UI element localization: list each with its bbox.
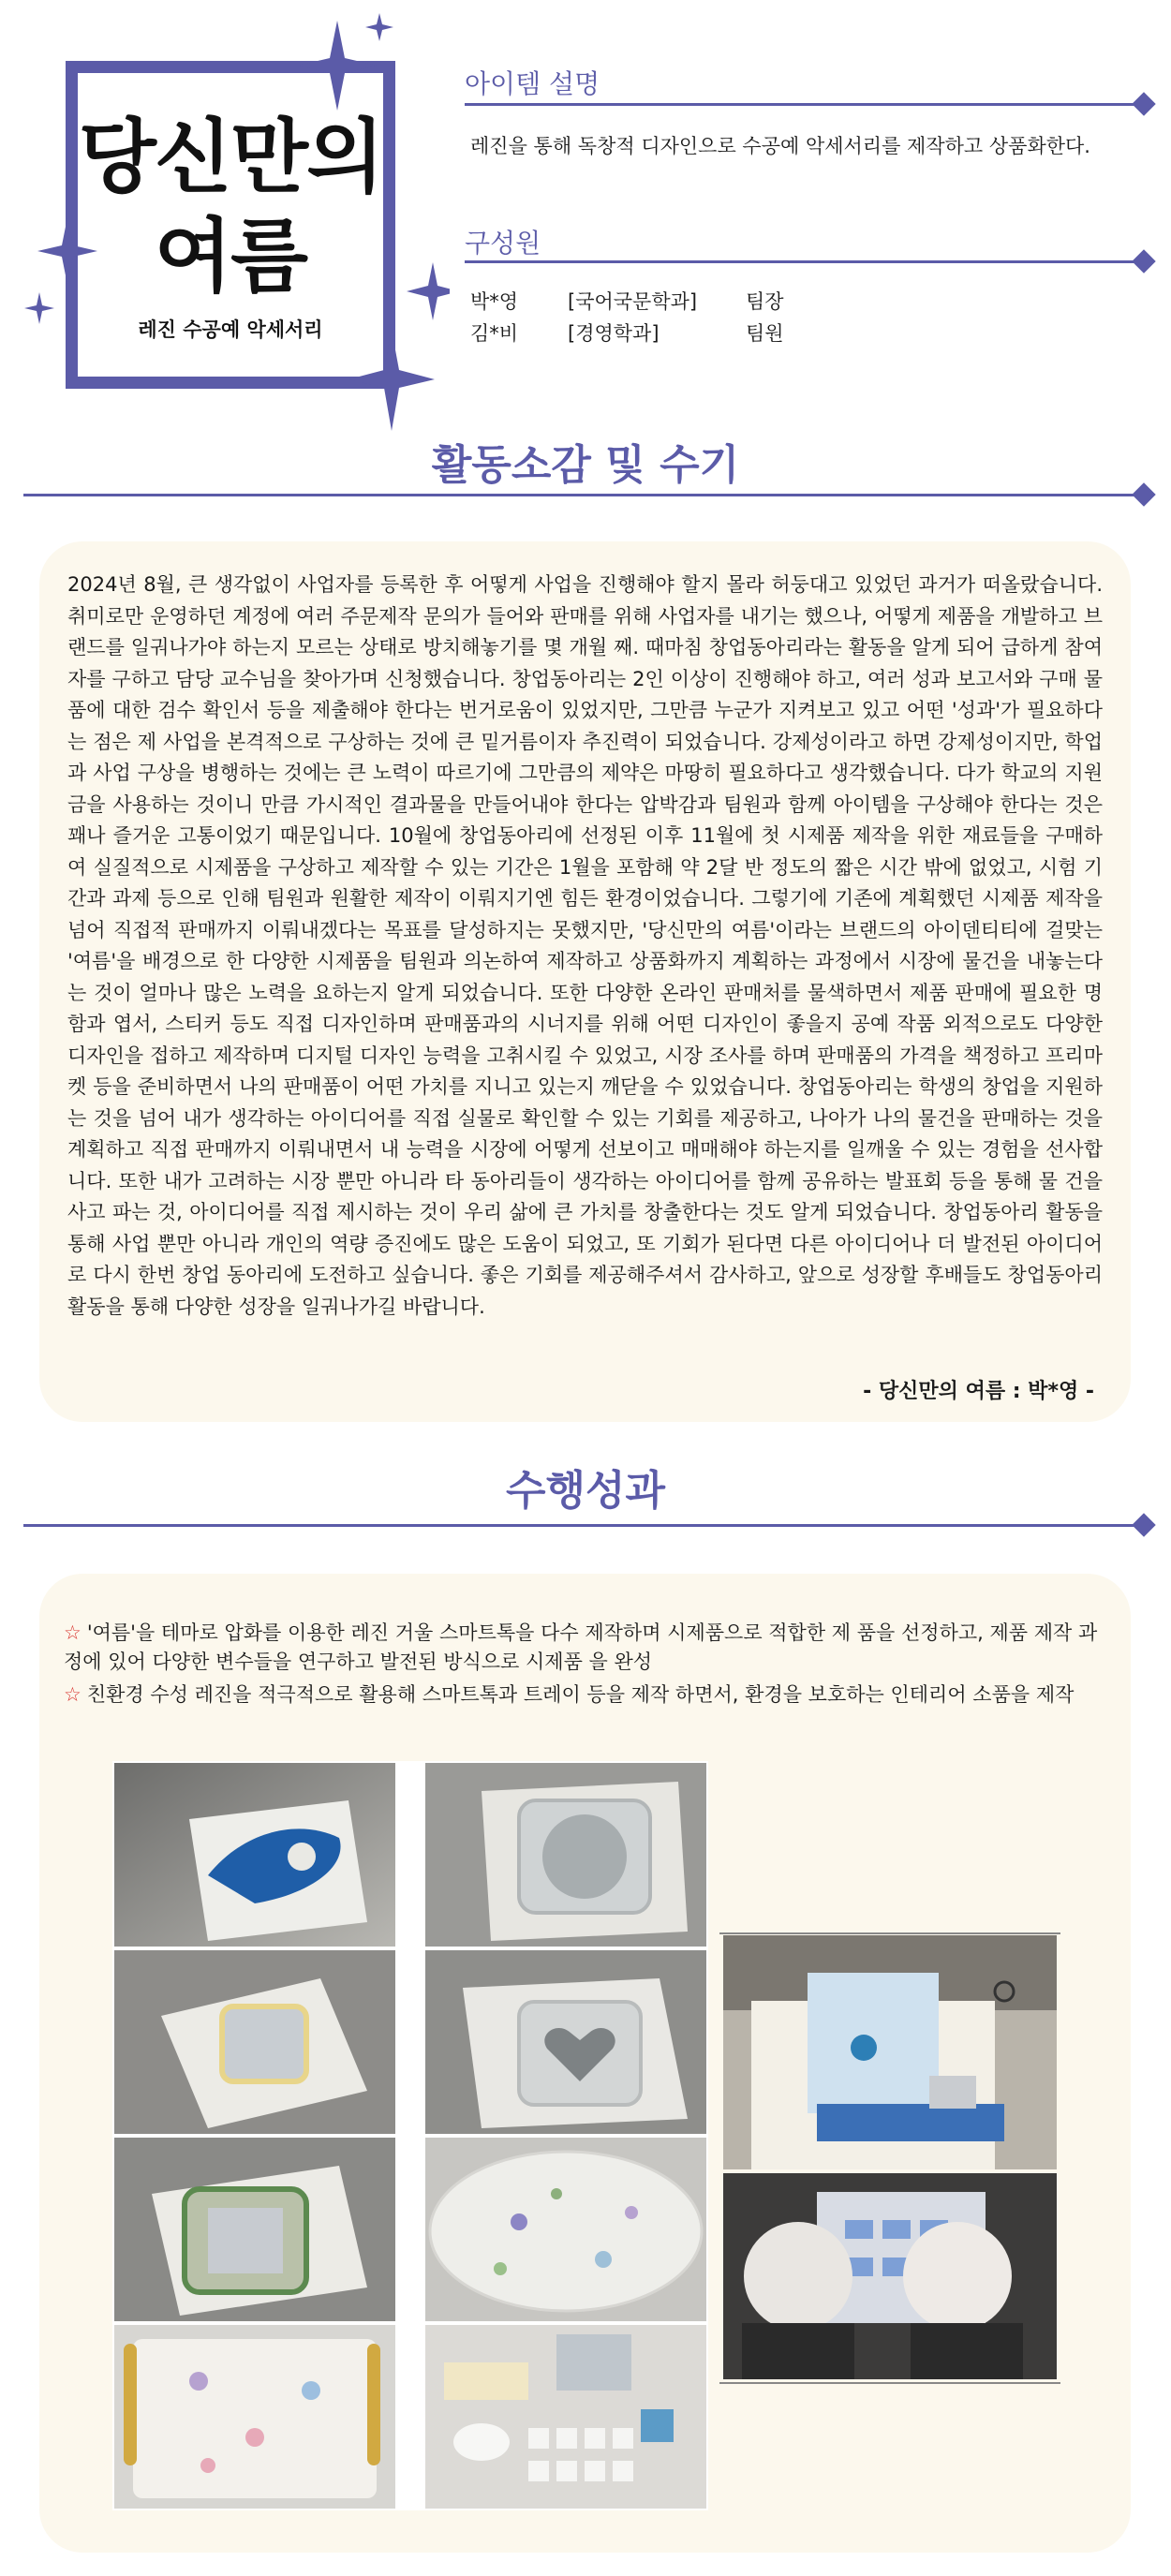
product-photo-flower-mirror xyxy=(114,2138,395,2321)
member-name: 김*비 xyxy=(470,322,519,345)
member-role: 팀원 xyxy=(746,322,784,345)
member-dept: [경영학과] xyxy=(568,322,660,345)
diamond-icon xyxy=(1132,92,1155,115)
brand-subtitle: 레진 수공예 악세서리 xyxy=(138,318,323,341)
brand-title-line1: 당신만의 xyxy=(78,111,383,204)
product-photo-mirror-smarttok xyxy=(114,1950,395,2134)
performance-item xyxy=(64,1619,1104,1677)
performance-section-heading: 수행성과 xyxy=(505,1467,665,1515)
performance-item-text: 친환경 수성 레진을 적극적으로 활용해 스마트톡과 트레이 등을 제작 하면서, 환경을 보호하는 인테리어 소품을 제작 xyxy=(86,1683,1075,1706)
product-photo-flower-tray xyxy=(114,2325,395,2509)
member-dept: [국어국문학과] xyxy=(568,290,698,313)
essay-section-heading: 활동소감 및 수기 xyxy=(431,441,740,489)
photo-frame-line xyxy=(719,1932,1060,1934)
essay-section-divider xyxy=(23,494,1143,496)
essay-body: 2024년 8월, 큰 생각없이 사업자를 등록한 후 어떻게 사업을 진행해야 할지 몰라 허둥대고 있었던 과거가 떠올랐습니다. 취미로만 운영하던 계정에 여러 주문제작 문의가 들어와 판매를 위해 사업자를 내기는 했으나, 어떻게 제품을 개발하고 브랜드를 일궈나가야 하는지 모르는 상태로 방치해놓기를 몇 개월 째. 때마침 창업동아리라는 활동을 알게 되어 급하게 참여자를 구하고 담당 교수님을 찾아가며 신청했습니다. 창업동아리는 2인 이상이 진행해야 하고, 여러 성과 보고서와 구매 물품에 대한 검수 확인서 등을 제출해야 한다는 번거로움이 있었지만, 그만큼 누군가 지켜보고 있고 어떤 '성과'가 필요하다는 점은 제 사업을 본격적으로 구상하는 것에 큰 밑거름이자 추진력이 되었습니다. 강제성이라고 하면 강제성이지만, 학업과 사업 구상을 병행하는 것에는 큰 노력이 따르기에 그만큼의 제약은 마땅히 필요하다고 생각했습니다. 다가 학교의 지원금을 사용하는 것이니 만큼 가시적인 결과물을 만들어내야 한다는 압박감과 팀원과 함께 아이템을 구상해야 한다는 것은 꽤나 즐거운 고통이었기 때문입니다. 10월에 창업동아리에 선정된 이후 11월에 첫 시제품 제작을 위한 재료들을 구매하여 실질적으로 시제품을 구상하고 제작할 수 있는 기간은 1월을 포함해 약 2달 반 정도의 짧은 시간 밖에 없었고, 시험 기간과 과제 등으로 인해 팀원과 원활한 제작이 이뤄지기엔 힘든 환경이었습니다. 그렇기에 기존에 계획했던 시제품 제작을 넘어 직접적 판매까지 이뤄내겠다는 목표를 달성하지는 못했지만, '당신만의 여름'이라는 브랜드의 아이덴티티에 걸맞는 '여름'을 배경으로 한 다양한 시제품을 팀원과 의논하여 제작하고 상품화까지 계획하는 과정에서 시장에 물건을 내놓는다는 것이 얼마나 많은 노력을 요하는지 알게 되었습니다. 또한 다양한 온라인 판매처를 물색하면서 제품 판매에 필요한 명함과 엽서, 스티커 등도 직접 디자인하며 판매품과의 시너지를 위해 어떤 디자인이 좋을지 공예 작품 외적으로도 다양한 디자인을 접하고 제작하며 디지털 디자인 능력을 고취시킬 수 있었고, 시장 조사를 하며 판매품의 가격을 책정하고 프리마켓 등을 준비하면서 나의 판매품이 어떤 가치를 지니고 있는지 깨닫을 수 있었습니다. 창업동아리는 학생의 창업을 지원하는 것을 넘어 내가 생각하는 아이디어를 직접 실물로 확인할 수 있는 기회를 제공하고, 나아가 나의 물건을 판매하는 것을 계획하고 직접 판매까지 이뤄내면서 내 능력을 시장에 어떻게 선보이고 매매해야 하는지를 일깨울 수 있는 경험을 선사합니다. 또한 내가 고려하는 시장 뿐만 아니라 타 동아리들이 생각하는 아이디어를 함께 공유하는 발표회 등을 통해 물 건을 사고 파는 것, 아이디어를 직접 제시하는 것이 우리 삶에 큰 가치를 창출한다는 것도 알게 되었습니다. 창업동아리 활동을 통해 사업 뿐만 아니라 개인의 역량 증진에도 많은 도움이 되었고, 또 기회가 된다면 다른 아이디어나 더 발전된 아이디어로 다시 한번 창업 동아리에 도전하고 싶습니다. 좋은 기회를 제공해주셔서 감사하고, 앞으로 성장할 후배들도 창업동아리 활동을 통해 다양한 성장을 일궈나가길 바랍니다. xyxy=(67,573,1103,1318)
photo-frame-line xyxy=(719,2382,1060,2384)
member-name: 박*영 xyxy=(470,290,519,313)
members-section-divider xyxy=(465,260,1143,263)
product-photo-clear-round-smarttok xyxy=(425,1763,706,1947)
product-photo-heart-smarttok xyxy=(425,1950,706,2134)
performance-section-divider xyxy=(23,1524,1143,1527)
diamond-icon xyxy=(1132,1513,1155,1536)
product-photo-palette-tray xyxy=(425,2138,706,2321)
item-section-divider xyxy=(465,103,1143,106)
brand-title-line2: 여름 xyxy=(154,210,307,303)
product-photo-blue-smarttok xyxy=(114,1763,395,1947)
performance-item-text: '여름'을 테마로 압화를 이용한 레진 거울 스마트톡을 다수 제작하며 시제품으로 적합한 제 품을 선정하고, 제품 제작 과정에 있어 다양한 변수들을 연구하고 발전된 방식으로 시제품 을 완성 xyxy=(64,1621,1098,1673)
brand-title xyxy=(66,108,395,306)
star-icon: ☆ xyxy=(64,1621,82,1644)
member-role: 팀장 xyxy=(746,290,784,313)
product-photo-collection xyxy=(425,2325,706,2509)
performance-item xyxy=(64,1680,1104,1710)
essay-signature: - 당신만의 여름 : 박*영 - xyxy=(863,1380,1094,1403)
item-description: 레진을 통해 독창적 디자인으로 수공예 악세서리를 제작하고 상품화한다. xyxy=(470,135,1090,157)
members-section-heading: 구성원 xyxy=(465,228,541,259)
item-section-heading: 아이템 설명 xyxy=(465,68,600,99)
star-icon: ☆ xyxy=(64,1683,82,1706)
activity-photo-booth-table xyxy=(723,1935,1057,2169)
diamond-icon xyxy=(1132,249,1155,273)
activity-photo-presentation xyxy=(723,2173,1057,2379)
